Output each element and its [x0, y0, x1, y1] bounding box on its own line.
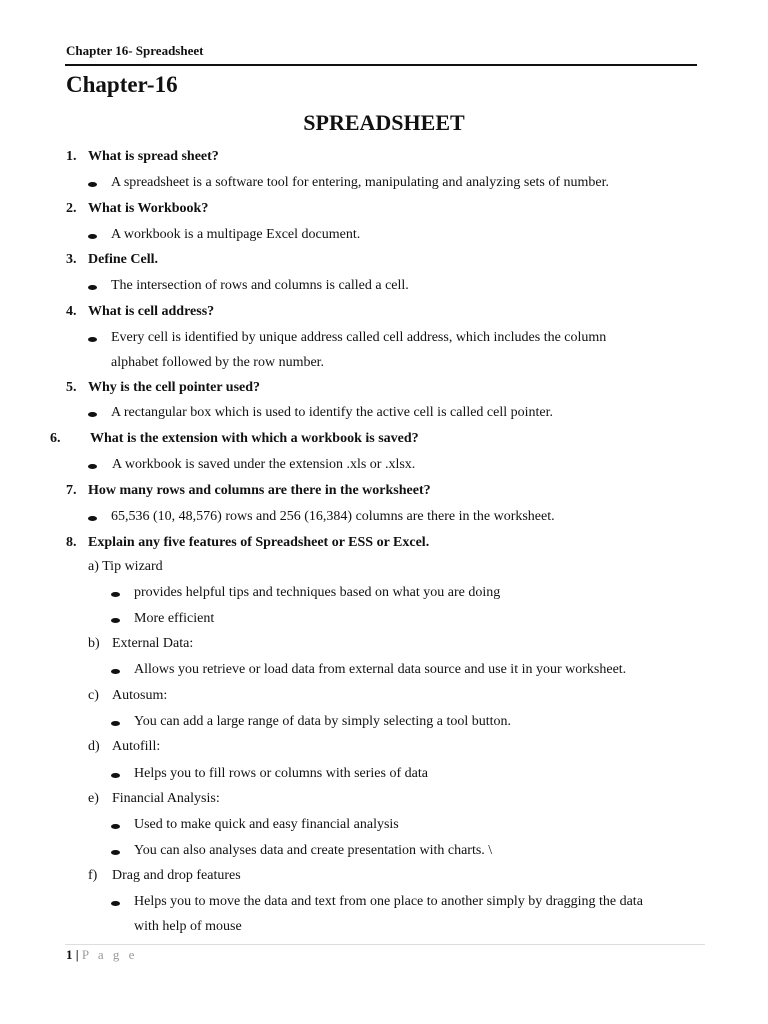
feature-b-point-1: Allows you retrieve or load data from external data source and use it in your worksheet. — [134, 662, 627, 677]
header-rule — [65, 64, 697, 66]
answer-2: A workbook is a multipage Excel document. — [111, 227, 361, 242]
feature-e-label: e) — [88, 791, 99, 806]
bullet-icon — [88, 234, 97, 239]
feature-a-title: a) Tip wizard — [88, 559, 163, 574]
question-4: What is cell address? — [88, 304, 215, 319]
answer-5: A rectangular box which is used to identify the active cell is called cell pointer. — [111, 405, 554, 420]
question-5: Why is the cell pointer used? — [88, 380, 261, 395]
feature-d-point-1: Helps you to fill rows or columns with series of data — [134, 766, 428, 781]
bullet-icon — [88, 337, 97, 342]
question-2: What is Workbook? — [88, 201, 209, 216]
feature-b-title: External Data: — [112, 636, 194, 651]
page-number: 1 — [66, 947, 73, 962]
feature-c-point-1: You can add a large range of data by simply selecting a tool button. — [134, 714, 512, 729]
page-separator: | — [75, 947, 79, 962]
page-title: SPREADSHEET — [303, 110, 465, 135]
question-6-number: 6. — [50, 431, 61, 446]
feature-d-title: Autofill: — [112, 739, 161, 754]
question-1: What is spread sheet? — [88, 149, 219, 164]
page-word: P a g e — [81, 947, 138, 962]
running-header: Chapter 16- Spreadsheet — [66, 43, 204, 58]
bullet-icon — [111, 721, 120, 726]
question-8: Explain any five features of Spreadsheet or ESS or Excel. — [88, 535, 430, 550]
question-2-number: 2. — [66, 201, 77, 216]
answer-4: Every cell is identified by unique address called cell address, which includes the column — [111, 330, 607, 345]
answer-3: The intersection of rows and columns is called a cell. — [111, 278, 409, 293]
bullet-icon — [88, 516, 97, 521]
feature-a-point-1: provides helpful tips and techniques based on what you are doing — [134, 585, 501, 600]
bullet-icon — [88, 464, 97, 469]
feature-d-label: d) — [88, 739, 100, 754]
feature-e-point-1: Used to make quick and easy financial analysis — [134, 817, 399, 832]
page-footer — [66, 947, 137, 963]
feature-e-point-2: You can also analyses data and create presentation with charts. \ — [134, 843, 493, 858]
bullet-icon — [88, 412, 97, 417]
answer-4-continued: alphabet followed by the row number. — [111, 355, 325, 370]
footer-rule — [65, 944, 705, 945]
question-8-number: 8. — [66, 535, 77, 550]
bullet-icon — [88, 285, 97, 290]
question-7-number: 7. — [66, 483, 77, 498]
question-4-number: 4. — [66, 304, 77, 319]
question-7: How many rows and columns are there in the worksheet? — [88, 483, 431, 498]
chapter-label: Chapter-16 — [66, 72, 178, 97]
feature-f-point-1: Helps you to move the data and text from one place to another simply by dragging the data — [134, 894, 643, 909]
question-5-number: 5. — [66, 380, 77, 395]
bullet-icon — [111, 850, 120, 855]
feature-c-title: Autosum: — [112, 688, 168, 703]
answer-6: A workbook is saved under the extension .xls or .xlsx. — [112, 457, 416, 472]
bullet-icon — [88, 182, 97, 187]
question-6: What is the extension with which a workbook is saved? — [90, 431, 419, 446]
question-3-number: 3. — [66, 252, 77, 267]
bullet-icon — [111, 824, 120, 829]
feature-a-point-2: More efficient — [134, 611, 215, 626]
feature-e-title: Financial Analysis: — [112, 791, 220, 806]
answer-1: A spreadsheet is a software tool for entering, manipulating and analyzing sets of number. — [111, 175, 610, 190]
feature-f-point-1-continued: with help of mouse — [134, 919, 242, 934]
bullet-icon — [111, 901, 120, 906]
bullet-icon — [111, 773, 120, 778]
bullet-icon — [111, 618, 120, 623]
question-3: Define Cell. — [88, 252, 158, 267]
answer-7: 65,536 (10, 48,576) rows and 256 (16,384) columns are there in the worksheet. — [111, 509, 555, 524]
feature-f-title: Drag and drop features — [112, 868, 241, 883]
feature-c-label: c) — [88, 688, 99, 703]
bullet-icon — [111, 669, 120, 674]
feature-b-label: b) — [88, 636, 100, 651]
question-1-number: 1. — [66, 149, 77, 164]
feature-f-label: f) — [88, 868, 98, 883]
bullet-icon — [111, 592, 120, 597]
